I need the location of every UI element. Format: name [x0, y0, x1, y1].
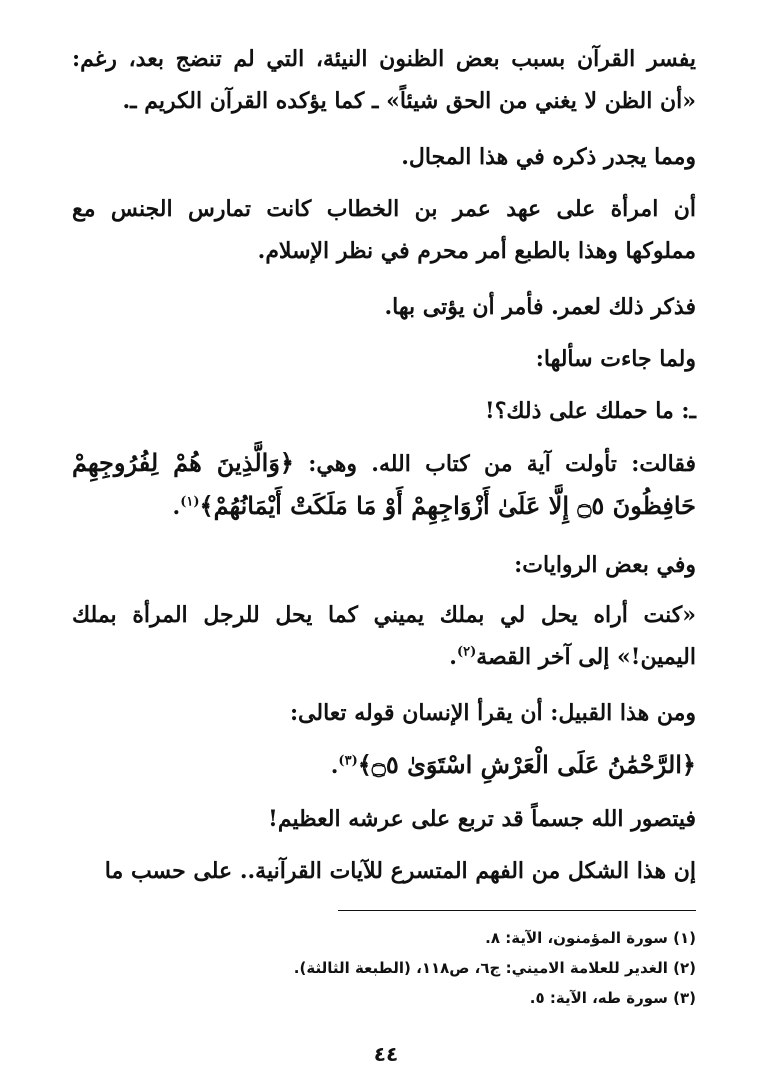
paragraph-11 [72, 744, 696, 787]
quran-verse-muminun: ﴿وَالَّذِينَ هُمْ لِفُرُوجِهِمْ حَافِظُونَ ۝٥ إِلَّا عَلَىٰ أَزْوَاجِهِمْ أَوْ مَا مَلَكَتْ أَيْمَانُهُمْ﴾ [72, 448, 696, 520]
page-number: ٤٤ [373, 1042, 399, 1066]
footnote-ref-3: (٣) [338, 753, 358, 769]
footnote-separator [338, 910, 696, 911]
paragraph-8: وفي بعض الروايات: [514, 552, 696, 578]
paragraph-9-text: «كنت أراه يحل لي بملك يميني كما يحل للرجل المرأة بملك اليمين!» إلى آخر القصة [72, 602, 696, 670]
paragraph-13: إن هذا الشكل من الفهم المتسرع للآيات القرآنية.. على حسب ما [104, 858, 696, 884]
quran-verse-taha: ﴿الرَّحْمَٰنُ عَلَى الْعَرْشِ اسْتَوَىٰ ۝٥﴾ [357, 750, 696, 779]
paragraph-1: يفسر القرآن بسبب بعض الظنون النيئة، التي لم تنضج بعد، رغم: «أن الظن لا يغني من الحق شيئاً» ـ كما يؤكده القرآن الكريم ـ. [72, 46, 696, 114]
paragraph-11-end: . [330, 753, 339, 779]
paragraph-7 [72, 442, 696, 528]
paragraph-9 [72, 594, 696, 678]
footnote-ref-2: (٢) [456, 644, 477, 660]
paragraph-3: أن امرأة على عهد عمر بن الخطاب كانت تمارس الجنس مع مملوكها وهذا بالطبع أمر محرم في نظر الإسلام. [72, 196, 696, 264]
paragraph-7-end: . [172, 494, 181, 520]
footnote-1: (١) سورة المؤمنون، الآية: ٨. [485, 929, 696, 947]
paragraph-6: ـ: ما حملك على ذلك؟! [485, 398, 696, 424]
footnote-3: (٣) سورة طه، الآية: ٥. [529, 989, 696, 1007]
footnote-ref-1: (١) [180, 494, 200, 510]
paragraph-10: ومن هذا القبيل: أن يقرأ الإنسان قوله تعالى: [289, 700, 696, 726]
paragraph-4: فذكر ذلك لعمر. فأمر أن يؤتى بها. [384, 294, 696, 320]
footnote-2: (٢) الغدير للعلامة الاميني: ج٦، ص١١٨، (الطبعة الثالثة). [293, 959, 696, 977]
paragraph-12: فيتصور الله جسماً قد تربع على عرشه العظيم! [268, 806, 696, 832]
paragraph-9-end: . [449, 644, 457, 670]
paragraph-2: ومما يجدر ذكره في هذا المجال. [401, 144, 696, 170]
paragraph-5: ولما جاءت سألها: [535, 346, 696, 372]
paragraph-7-text: فقالت: تأولت آية من كتاب الله. وهي: [293, 451, 696, 477]
